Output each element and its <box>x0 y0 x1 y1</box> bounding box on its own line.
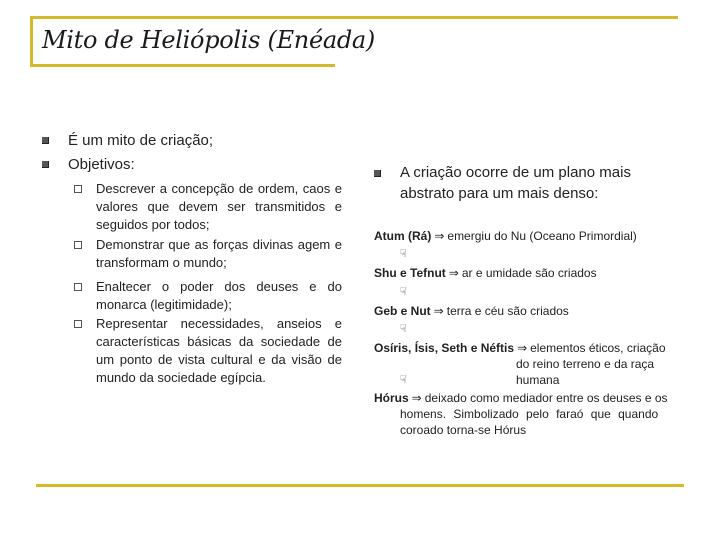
osiris-description-3: humana <box>516 373 560 387</box>
title-underline <box>30 64 335 67</box>
osiris-description-1: elementos éticos, criação <box>530 341 666 355</box>
god-shu-tefnut: Shu e Tefnut <box>374 266 446 280</box>
god-geb-nut: Geb e Nut <box>374 304 431 318</box>
slide-title: Mito de Heliópolis (Enéada) <box>42 26 375 54</box>
geb-description: terra e céu são criados <box>446 304 569 318</box>
shu-description: ar e umidade são criados <box>461 266 597 280</box>
sub-bullet-society: Representar necessidades, anseios e características básicas da sociedade de um ponto de vista cultural e da visão de mundo da sociedade egípcia. <box>96 316 342 385</box>
horus-description-1: deixado como mediador entre os deuses e os <box>424 391 668 405</box>
god-osiris-isis-seth-neftis: Osíris, Ísis, Seth e Néftis <box>374 341 515 355</box>
bullet-creation-myth: É um mito de criação; <box>68 132 214 149</box>
god-atum: Atum (Rá) <box>374 229 432 243</box>
pointing-hand-icon: ☟ <box>400 323 407 335</box>
chain-atum <box>374 229 637 243</box>
bullet-creation-planes: A criação ocorre de um plano mais abstrato para um mais denso: <box>400 164 631 202</box>
top-rule <box>30 16 678 19</box>
bottom-rule <box>36 484 684 487</box>
pointing-hand-icon: ☟ <box>400 286 407 298</box>
sub-bullet-order-chaos: Descrever a concepção de ordem, caos e valores que devem ser transmitidos e seguidos por todos; <box>96 181 342 232</box>
implies-arrow-icon: ⇒ <box>434 229 445 243</box>
implies-arrow-icon: ⇒ <box>517 341 528 355</box>
horus-description-2: homens. Simbolizado pelo faraó que quando <box>400 407 659 421</box>
pointing-hand-icon: ☟ <box>400 374 407 386</box>
sub-bullet-square-icon <box>74 185 82 193</box>
osiris-description-2: do reino terreno e da raça <box>516 357 655 371</box>
chain-horus <box>374 391 668 405</box>
chain-shu-tefnut <box>374 266 597 280</box>
sub-bullet-square-icon <box>74 241 82 249</box>
sub-bullet-square-icon <box>74 283 82 291</box>
bullet-objectives: Objetivos: <box>68 156 135 173</box>
left-rule <box>30 16 33 66</box>
chain-osiris <box>374 341 666 355</box>
implies-arrow-icon: ⇒ <box>411 391 422 405</box>
god-horus: Hórus <box>374 391 409 405</box>
sub-bullet-monarch: Enaltecer o poder dos deuses e do monarca (legitimidade); <box>96 279 342 312</box>
pointing-hand-icon: ☟ <box>400 248 407 260</box>
atum-description: emergiu do Nu (Oceano Primordial) <box>447 229 637 243</box>
sub-bullet-square-icon <box>74 320 82 328</box>
bullet-square-icon <box>374 170 381 177</box>
bullet-square-icon <box>42 137 49 144</box>
implies-arrow-icon: ⇒ <box>448 266 459 280</box>
chain-geb-nut <box>374 304 569 318</box>
horus-description-3: coroado torna-se Hórus <box>400 423 527 437</box>
sub-bullet-divine-forces: Demonstrar que as forças divinas agem e transformam o mundo; <box>96 237 342 270</box>
bullet-square-icon <box>42 161 49 168</box>
implies-arrow-icon: ⇒ <box>433 304 444 318</box>
